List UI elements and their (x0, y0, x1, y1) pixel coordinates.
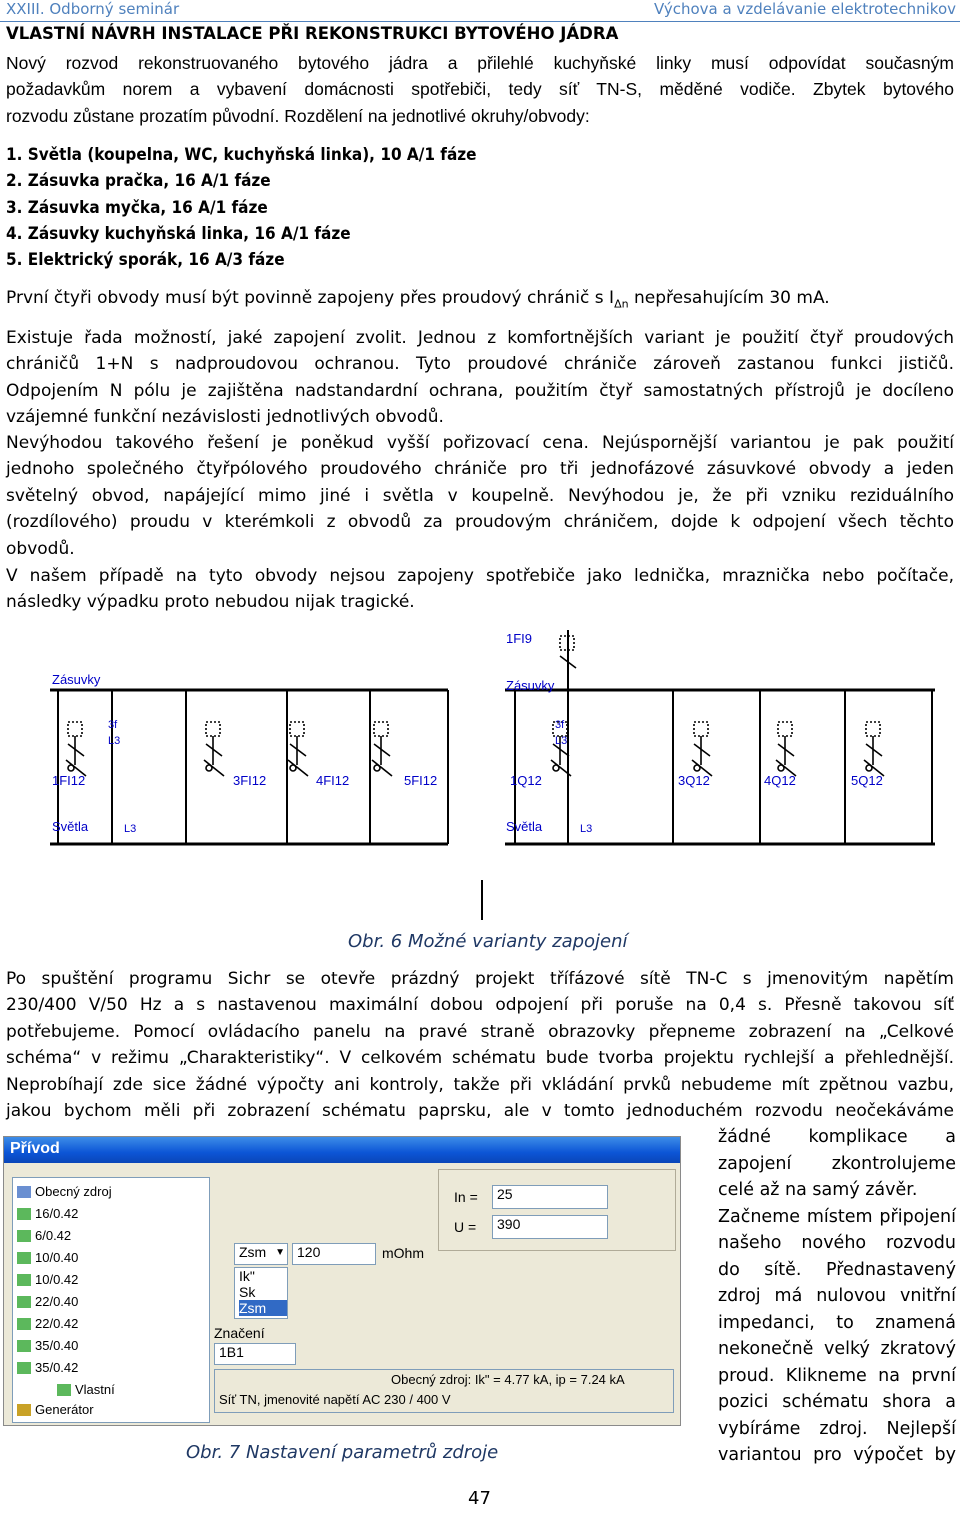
para-line: V našem případě na tyto obvody nejsou zapojeny spotřebiče jako lednička, mraznička nebo počítače, (6, 566, 954, 586)
rcd-before: První čtyři obvody musí být povinně zapojeny přes proudový chránič s I (6, 288, 615, 308)
col-line: nekonečně velký zkratový (718, 1339, 956, 1359)
section-title: VLASTNÍ NÁVRH INSTALACE PŘI REKONSTRUKCI BYTOVÉHO JÁDRA (6, 24, 619, 43)
left-device-1: 1FI12 (52, 773, 86, 788)
col-line: proud. Klikneme na první (718, 1365, 956, 1386)
left-l3-mark: L3 (108, 735, 121, 747)
col-line: pozici schématu shora a (718, 1392, 956, 1412)
right-column-text (718, 1124, 956, 1469)
left-device-4: 4FI12 (316, 773, 350, 788)
para-line: vzájemné funkční nezávislosti jednotlivých obvodů. (6, 407, 444, 428)
rcd-sub: Δn (614, 297, 629, 311)
col-line: vybíráme zdroj. Nejlepší (718, 1418, 956, 1439)
dialog-title: Přívod (10, 1140, 60, 1157)
para-line: schéma“ v režimu „Charakteristiky“. V celkovém schématu bude tvorba projektu rychlejší a přehlednější. (6, 1048, 954, 1069)
circuit-item: 5. Elektrický sporák, 16 A/3 fáze (6, 250, 285, 271)
paragraph-3 (6, 430, 954, 562)
para-line: (rozdílového) proudu v kterémkoli z obvodů za proudovým chráničem, dojde k odpojení všech těchto (6, 512, 954, 533)
right-top-device: 1FI9 (506, 631, 533, 646)
tree-item[interactable]: 6/0.42 (35, 1226, 71, 1246)
param-unit: mOhm (382, 1245, 424, 1261)
tree-item[interactable]: 10/0.40 (35, 1248, 78, 1268)
para-line: jakou bychom měli při zobrazení schématu paprsku, ale v tomto jednoduchém rozvodu neočekáváme (6, 1101, 954, 1122)
tree-item[interactable]: Obecný zdroj (35, 1182, 112, 1202)
transformer-icon (17, 1208, 31, 1220)
circuit-item: 1. Světla (koupelna, WC, kuchyňská linka), 10 A/1 fáze (6, 145, 477, 165)
page-header (0, 0, 960, 22)
info-line-1: Obecný zdroj: Ik" = 4.77 kA, ip = 7.24 kA (391, 1372, 625, 1387)
col-line: celé až na samý závěr. (718, 1180, 918, 1200)
page-number: 47 (468, 1488, 491, 1509)
right-device-5: 5Q12 (851, 773, 883, 788)
header-left: XXIII. Odborný seminár (6, 0, 180, 18)
para-line: Po spuštění programu Sichr se otevře prázdný projekt třífázové sítě TN-C s jmenovitým napětím (6, 969, 954, 989)
col-line: žádné komplikace a (718, 1127, 956, 1147)
left-device-3: 3FI12 (233, 773, 267, 788)
u-input[interactable]: 390 (492, 1215, 608, 1239)
param-options-list[interactable] (234, 1267, 288, 1319)
paragraph-2 (6, 325, 954, 431)
right-device-1: 1Q12 (510, 773, 542, 788)
right-light-label: Světla (506, 819, 543, 834)
tree-item[interactable]: 22/0.42 (35, 1314, 78, 1334)
right-socket-label: Zásuvky (506, 678, 555, 693)
transformer-icon (17, 1252, 31, 1264)
intro-line: rozvodu zůstane prozatím původní. Rozdělení na jednotlivé okruhy/obvody: (6, 105, 590, 126)
figure-7-caption (186, 1442, 498, 1463)
para-line: potřebujeme. Pomocí ovládacího panelu na pravé straně obrazovky přepneme zobrazení na „Celkové (6, 1021, 954, 1042)
header-rule (0, 21, 960, 22)
fig7-rest: 7 Nastavení parametrů zdroje (228, 1442, 499, 1463)
u-label: U = (454, 1219, 477, 1235)
col-line: variantou pro výpočet by (718, 1445, 956, 1465)
tree-item[interactable]: Generátor (35, 1400, 94, 1420)
para-line: světelný obvod, napájející mimo jiné i světla v koupelně. Nevýhodou je, že při vzniku reziduálního (6, 485, 954, 506)
circuit-item: 3. Zásuvka myčka, 16 A/1 fáze (6, 197, 268, 218)
fig6-rest: 6 Možné varianty zapojení (390, 931, 628, 952)
right-devices (551, 636, 884, 776)
left-light-label: Světla (52, 819, 89, 834)
option-item[interactable]: Sk (239, 1284, 256, 1300)
in-input[interactable]: 25 (492, 1185, 608, 1209)
right-3f-mark: 3f (555, 719, 565, 731)
schematic-left (50, 690, 448, 844)
generator-icon (17, 1404, 31, 1416)
figure-6-caption (348, 931, 628, 952)
transformer-icon (17, 1296, 31, 1308)
tree-item[interactable]: 35/0.42 (35, 1358, 78, 1378)
circuit-item: 2. Zásuvka pračka, 16 A/1 fáze (6, 171, 271, 192)
transformer-icon (17, 1274, 31, 1286)
tree-item[interactable]: 16/0.42 (35, 1204, 78, 1224)
transformer-icon (17, 1318, 31, 1330)
tree-item[interactable]: 22/0.40 (35, 1292, 78, 1312)
rcd-after: nepřesahujícím 30 mA. (628, 288, 830, 308)
para-line: chráničů 1+N s nadproudovou ochranou. Tyto proudové chrániče zároveň zastanou funkci jističů. (6, 354, 954, 375)
left-3f-mark: 3f (108, 719, 118, 731)
transformer-icon (17, 1230, 31, 1242)
info-box (214, 1369, 674, 1413)
para-line: jednoho společného čtyřpólového proudového chrániče pro tři jednofázové zásuvkové obvody a jeden (6, 459, 954, 480)
para-line: následky výpadku proto nebudou nijak tragické. (6, 592, 415, 613)
transformer-icon (17, 1340, 31, 1352)
source-tree[interactable] (12, 1177, 210, 1423)
col-line: zdroj má nulovou vnitřní (718, 1286, 956, 1306)
designation-input[interactable]: 1B1 (214, 1343, 296, 1365)
col-line: našeho nového rozvodu (718, 1233, 956, 1253)
transformer-icon (57, 1384, 71, 1396)
option-item[interactable]: Ik" (239, 1268, 255, 1284)
wiring-schematic (0, 620, 960, 920)
tree-item[interactable]: Vlastní (75, 1380, 115, 1400)
fig7-prefix: Obr. (186, 1442, 229, 1463)
right-device-3: 3Q12 (678, 773, 710, 788)
para-line: obvodů. (6, 538, 75, 559)
source-dialog (3, 1136, 681, 1426)
para-line: Nevýhodou takového řešení je poněkud vyšší pořizovací cena. Nejúspornější variantou je pak použití (6, 433, 954, 453)
param-value-input[interactable]: 120 (292, 1243, 376, 1265)
tree-item[interactable]: 35/0.40 (35, 1336, 78, 1356)
paragraph-5 (6, 966, 954, 1124)
transformer-icon (17, 1362, 31, 1374)
fig6-prefix: Obr. (348, 931, 391, 952)
col-line: impedanci, to znamená (718, 1312, 956, 1333)
para-line: Neprobíhají zde sice žádné výpočty ani kontroly, takže při vkládání prvků nebudeme mít zpětnou vazbu, (6, 1074, 954, 1095)
para-line: Existuje řada možností, jaké zapojení zvolit. Jednou z komfortnějších variant je použití čtyř proudových (6, 328, 954, 348)
header-right: Výchova a vzdelávanie elektrotechnikov (653, 0, 956, 18)
col-line: do sítě. Přednastavený (718, 1259, 956, 1280)
circuit-item: 4. Zásuvky kuchyňská linka, 16 A/1 fáze (6, 223, 351, 244)
chevron-down-icon: ▼ (275, 1247, 285, 1258)
rcd-sentence (6, 285, 954, 318)
option-item-selected[interactable]: Zsm (239, 1300, 287, 1316)
left-l3-mark-2: L3 (124, 823, 137, 835)
dialog-titlebar (4, 1137, 680, 1163)
in-label: In = (454, 1189, 478, 1205)
left-socket-label: Zásuvky (52, 672, 101, 687)
para-line: Odpojením N pólu je zajištěna nadstandardní ochrana, použitím čtyř samostatných přístrojů je docíleno (6, 380, 954, 401)
right-l3-mark: L3 (555, 735, 568, 747)
intro-paragraph (6, 50, 954, 129)
right-device-4: 4Q12 (764, 773, 796, 788)
info-line-2: Síť TN, jmenovité napětí AC 230 / 400 V (219, 1392, 451, 1407)
designation-label: Značení (214, 1325, 265, 1341)
circuit-list (6, 142, 477, 273)
right-l3-mark-2: L3 (580, 823, 593, 835)
col-line: zapojení zkontrolujeme (718, 1153, 956, 1174)
param-select[interactable]: Zsm ▼ (234, 1243, 288, 1265)
left-device-5: 5FI12 (404, 773, 438, 788)
tree-item[interactable]: 10/0.42 (35, 1270, 78, 1290)
source-icon (17, 1186, 31, 1198)
col-line: Začneme místem připojení (718, 1206, 956, 1227)
paragraph-4 (6, 563, 954, 616)
intro-line: Nový rozvod rekonstruovaného bytového jádra a přilehlé kuchyňské linky musí odpovídat současným (6, 53, 954, 73)
para-line: 230/400 V/50 Hz a s nastavenou maximální dobou odpojení při poruše na 0,4 s. Přesně takovou síť (6, 995, 954, 1016)
intro-line: požadavkům norem a vybavení domácnosti spotřebiči, tedy síť TN-S, měděné vodiče. Zbytek bytového (6, 79, 954, 100)
